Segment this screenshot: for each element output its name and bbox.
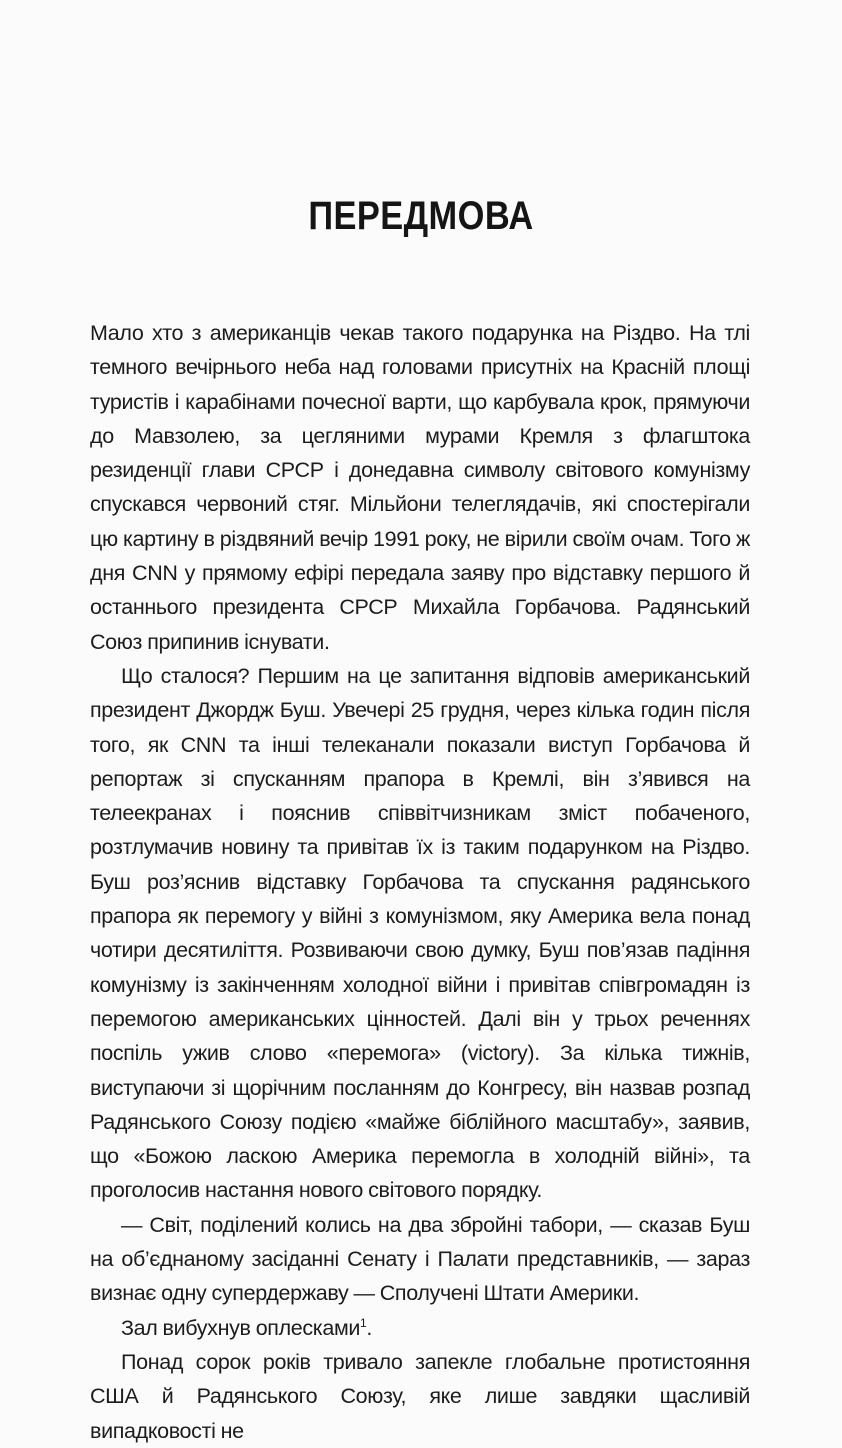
paragraph-4-period: . xyxy=(366,1315,372,1340)
paragraph-5: Понад сорок років тривало запекле глобальне протистояння США й Радянського Союзу, яке лише завдяки щасливій випадковості не xyxy=(90,1349,750,1443)
page-title: ПЕРЕДМОВА xyxy=(308,194,534,238)
paragraph-3-quote: — Світ, поділений колись на два збройні табори, — сказав Буш на об’єднаному засіданні Сенату і Палати представників, — зараз визнає одну супердержаву — Сполучені Штати Америки. xyxy=(90,1212,750,1306)
body-text xyxy=(90,316,750,1448)
footnote-marker[interactable]: 1 xyxy=(360,1315,367,1330)
paragraph-4-text: Зал вибухнув оплесками xyxy=(121,1315,361,1340)
paragraph-1: Мало хто з американців чекав такого подарунка на Різдво. На тлі темного вечірнього неба над головами присутніх на Красній площі туристів і карабінами почесної варти, що карбувала крок, прямуючи до Мавзолею, за цегляними мурами Кремля з флагштока резиденції глави СРСР і донедавна символу світового комунізму спускався червоний стяг. Мільйони телеглядачів, які спостерігали цю картину в різдвяний вечір 1991 року, не вірили своїм очам. Того ж дня CNN у прямому ефірі передала заяву про відставку першого й останнього президента СРСР Михайла Горбачова. Радянський Союз припинив існувати. xyxy=(90,321,750,654)
paragraph-4 xyxy=(90,1311,750,1345)
paragraph-2: Що сталося? Першим на це запитання відповів американський президент Джордж Буш. Увечері 25 грудня, через кілька годин після того, як CNN та інші телеканали показали виступ Горбачова й репортаж зі спусканням прапора в Кремлі, він з’явився на телеекранах і пояснив співвітчизникам зміст побаченого, розтлумачив новину та привітав їх із таким подарунком на Різдво. Буш роз’яснив відставку Горбачова та спускання радянського прапора як перемогу у війні з комунізмом, яку Америка вела понад чотири десятиліття. Розвиваючи свою думку, Буш пов’язав падіння комунізму із закінченням холодної війни і привітав співгромадян із перемогою американських цінностей. Далі він у трьох реченнях поспіль ужив слово «перемога» (victory). За кілька тижнів, виступаючи зі щорічним посланням до Конгресу, він назвав розпад Радянського Союзу подією «майже біблійного масштабу», заявив, що «Божою ласкою Америка перемогла в холодній війні», та проголосив настання нового світового порядку. xyxy=(90,663,750,1203)
